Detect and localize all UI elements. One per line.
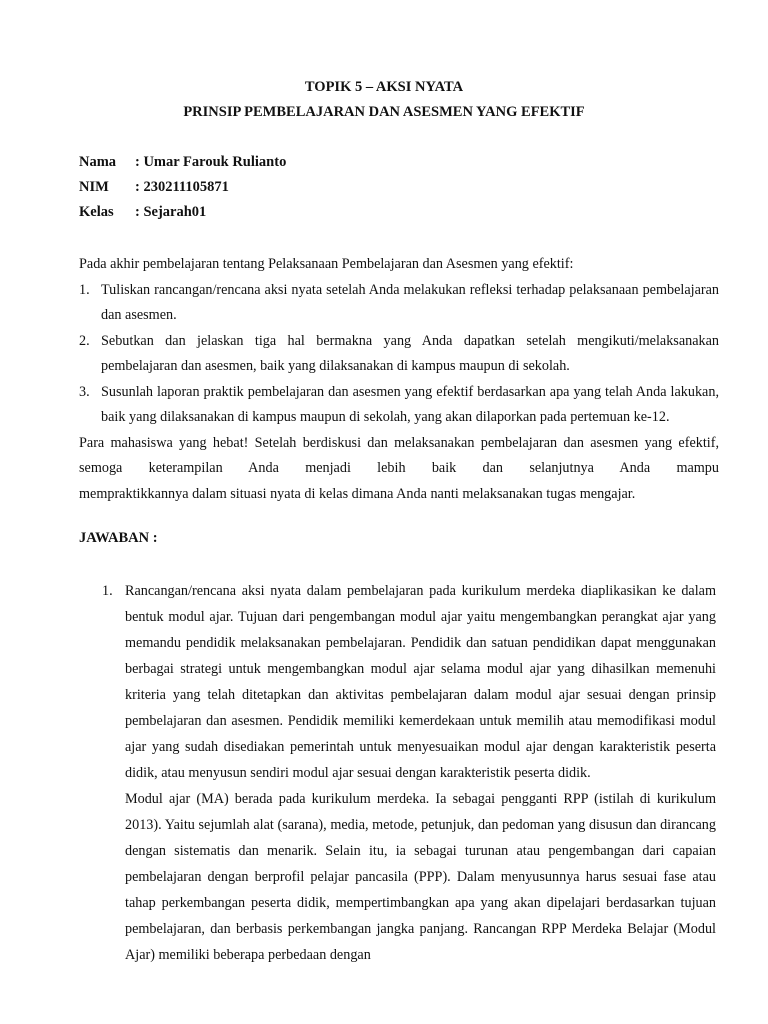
answer-paragraph: Modul ajar (MA) berada pada kurikulum merdeka. Ia sebagai pengganti RPP (istilah di kurikulum 2013). Yaitu sejumlah alat (sarana), media, metode, petunjuk, dan pedoman yang disusun dan dirancang dengan sistematis dan menarik. Selain itu, ia sebagai turunan atau pengembangan dari capaian pembelajaran dengan berprofil pelajar pancasila (PPP). Dalam menyusunnya harus sesuai fase atau tahap perkembangan peserta didik, mempertimbangkan apa yang akan dipelajari berdasarkan tujuan pembelajaran, dan berbasis perkembangan jangka panjang. Rancangan RPP Merdeka Belajar (Modul Ajar) memiliki beberapa perbedaan dengan	[125, 791, 716, 963]
question-item	[79, 329, 719, 380]
identity-value: : 230211105871	[135, 179, 229, 195]
identity-value: : Sejarah01	[135, 204, 207, 220]
identity-row-nama	[79, 154, 286, 171]
question-text: Susunlah laporan praktik pembelajaran dan asesmen yang efektif berdasarkan apa yang telah Anda lakukan, baik yang dilaksanakan di kampus maupun di sekolah, yang akan dilaporkan pada pertemuan ke-12.	[101, 383, 719, 425]
question-item	[79, 278, 719, 329]
question-item	[79, 380, 719, 431]
answer-number: 1.	[102, 583, 113, 599]
intro-lead: Pada akhir pembelajaran tentang Pelaksanaan Pembelajaran dan Asesmen yang efektif:	[79, 256, 574, 272]
identity-row-nim	[79, 179, 229, 196]
question-text: Sebutkan dan jelaskan tiga hal bermakna yang Anda dapatkan setelah mengikuti/melaksanakan pembelajaran dan asesmen, baik yang dilaksanakan di kampus maupun di sekolah.	[101, 332, 719, 374]
identity-row-kelas	[79, 204, 206, 221]
question-text: Tuliskan rancangan/rencana aksi nyata setelah Anda melakukan refleksi terhadap pelaksanaan pembelajaran dan asesmen.	[101, 281, 719, 323]
closing-paragraph-line2: mempraktikkannya dalam situasi nyata di kelas dimana Anda nanti melaksanakan tugas mengajar.	[79, 485, 636, 502]
question-number: 2.	[79, 332, 90, 349]
task-instructions	[79, 252, 719, 507]
identity-label: Kelas	[79, 204, 114, 220]
identity-value: : Umar Farouk Rulianto	[135, 154, 287, 170]
question-number: 3.	[79, 383, 90, 400]
identity-label: NIM	[79, 179, 109, 195]
identity-label: Nama	[79, 154, 117, 170]
answer-item	[102, 578, 716, 968]
answers-heading: JAWABAN :	[79, 530, 158, 546]
answer-paragraph: Rancangan/rencana aksi nyata dalam pembelajaran pada kurikulum merdeka diaplikasikan ke dalam bentuk modul ajar. Tujuan dari pengembangan modul ajar yaitu mengembangkan perangkat ajar yang memandu pendidik melaksanakan pembelajaran. Pendidik dan satuan pendidikan dapat menggunakan berbagai strategi untuk mengembangkan modul ajar selama modul ajar yang dihasilkan memenuhi kriteria yang telah ditetapkan dan aktivitas pembelajaran dalam modul ajar sesuai dengan prinsip pembelajaran dan asesmen. Pendidik memiliki kemerdekaan untuk memilih atau memodifikasi modul ajar yang sudah disediakan pemerintah untuk menyesuaikan modul ajar dengan karakteristik peserta didik, atau menyusun sendiri modul ajar sesuai dengan karakteristik peserta didik.	[125, 583, 716, 781]
closing-paragraph-line1: Para mahasiswa yang hebat! Setelah berdiskusi dan melaksanakan pembelajaran dan asesmen yang efektif, semoga keterampilan Anda menjadi lebih baik dan selanjutnya Anda mampu	[79, 434, 719, 476]
document-title: TOPIK 5 – AKSI NYATA	[304, 79, 464, 95]
question-number: 1.	[79, 281, 90, 298]
document-subtitle: PRINSIP PEMBELAJARAN DAN ASESMEN YANG EFEKTIF	[183, 104, 585, 120]
answer-body	[125, 578, 716, 968]
